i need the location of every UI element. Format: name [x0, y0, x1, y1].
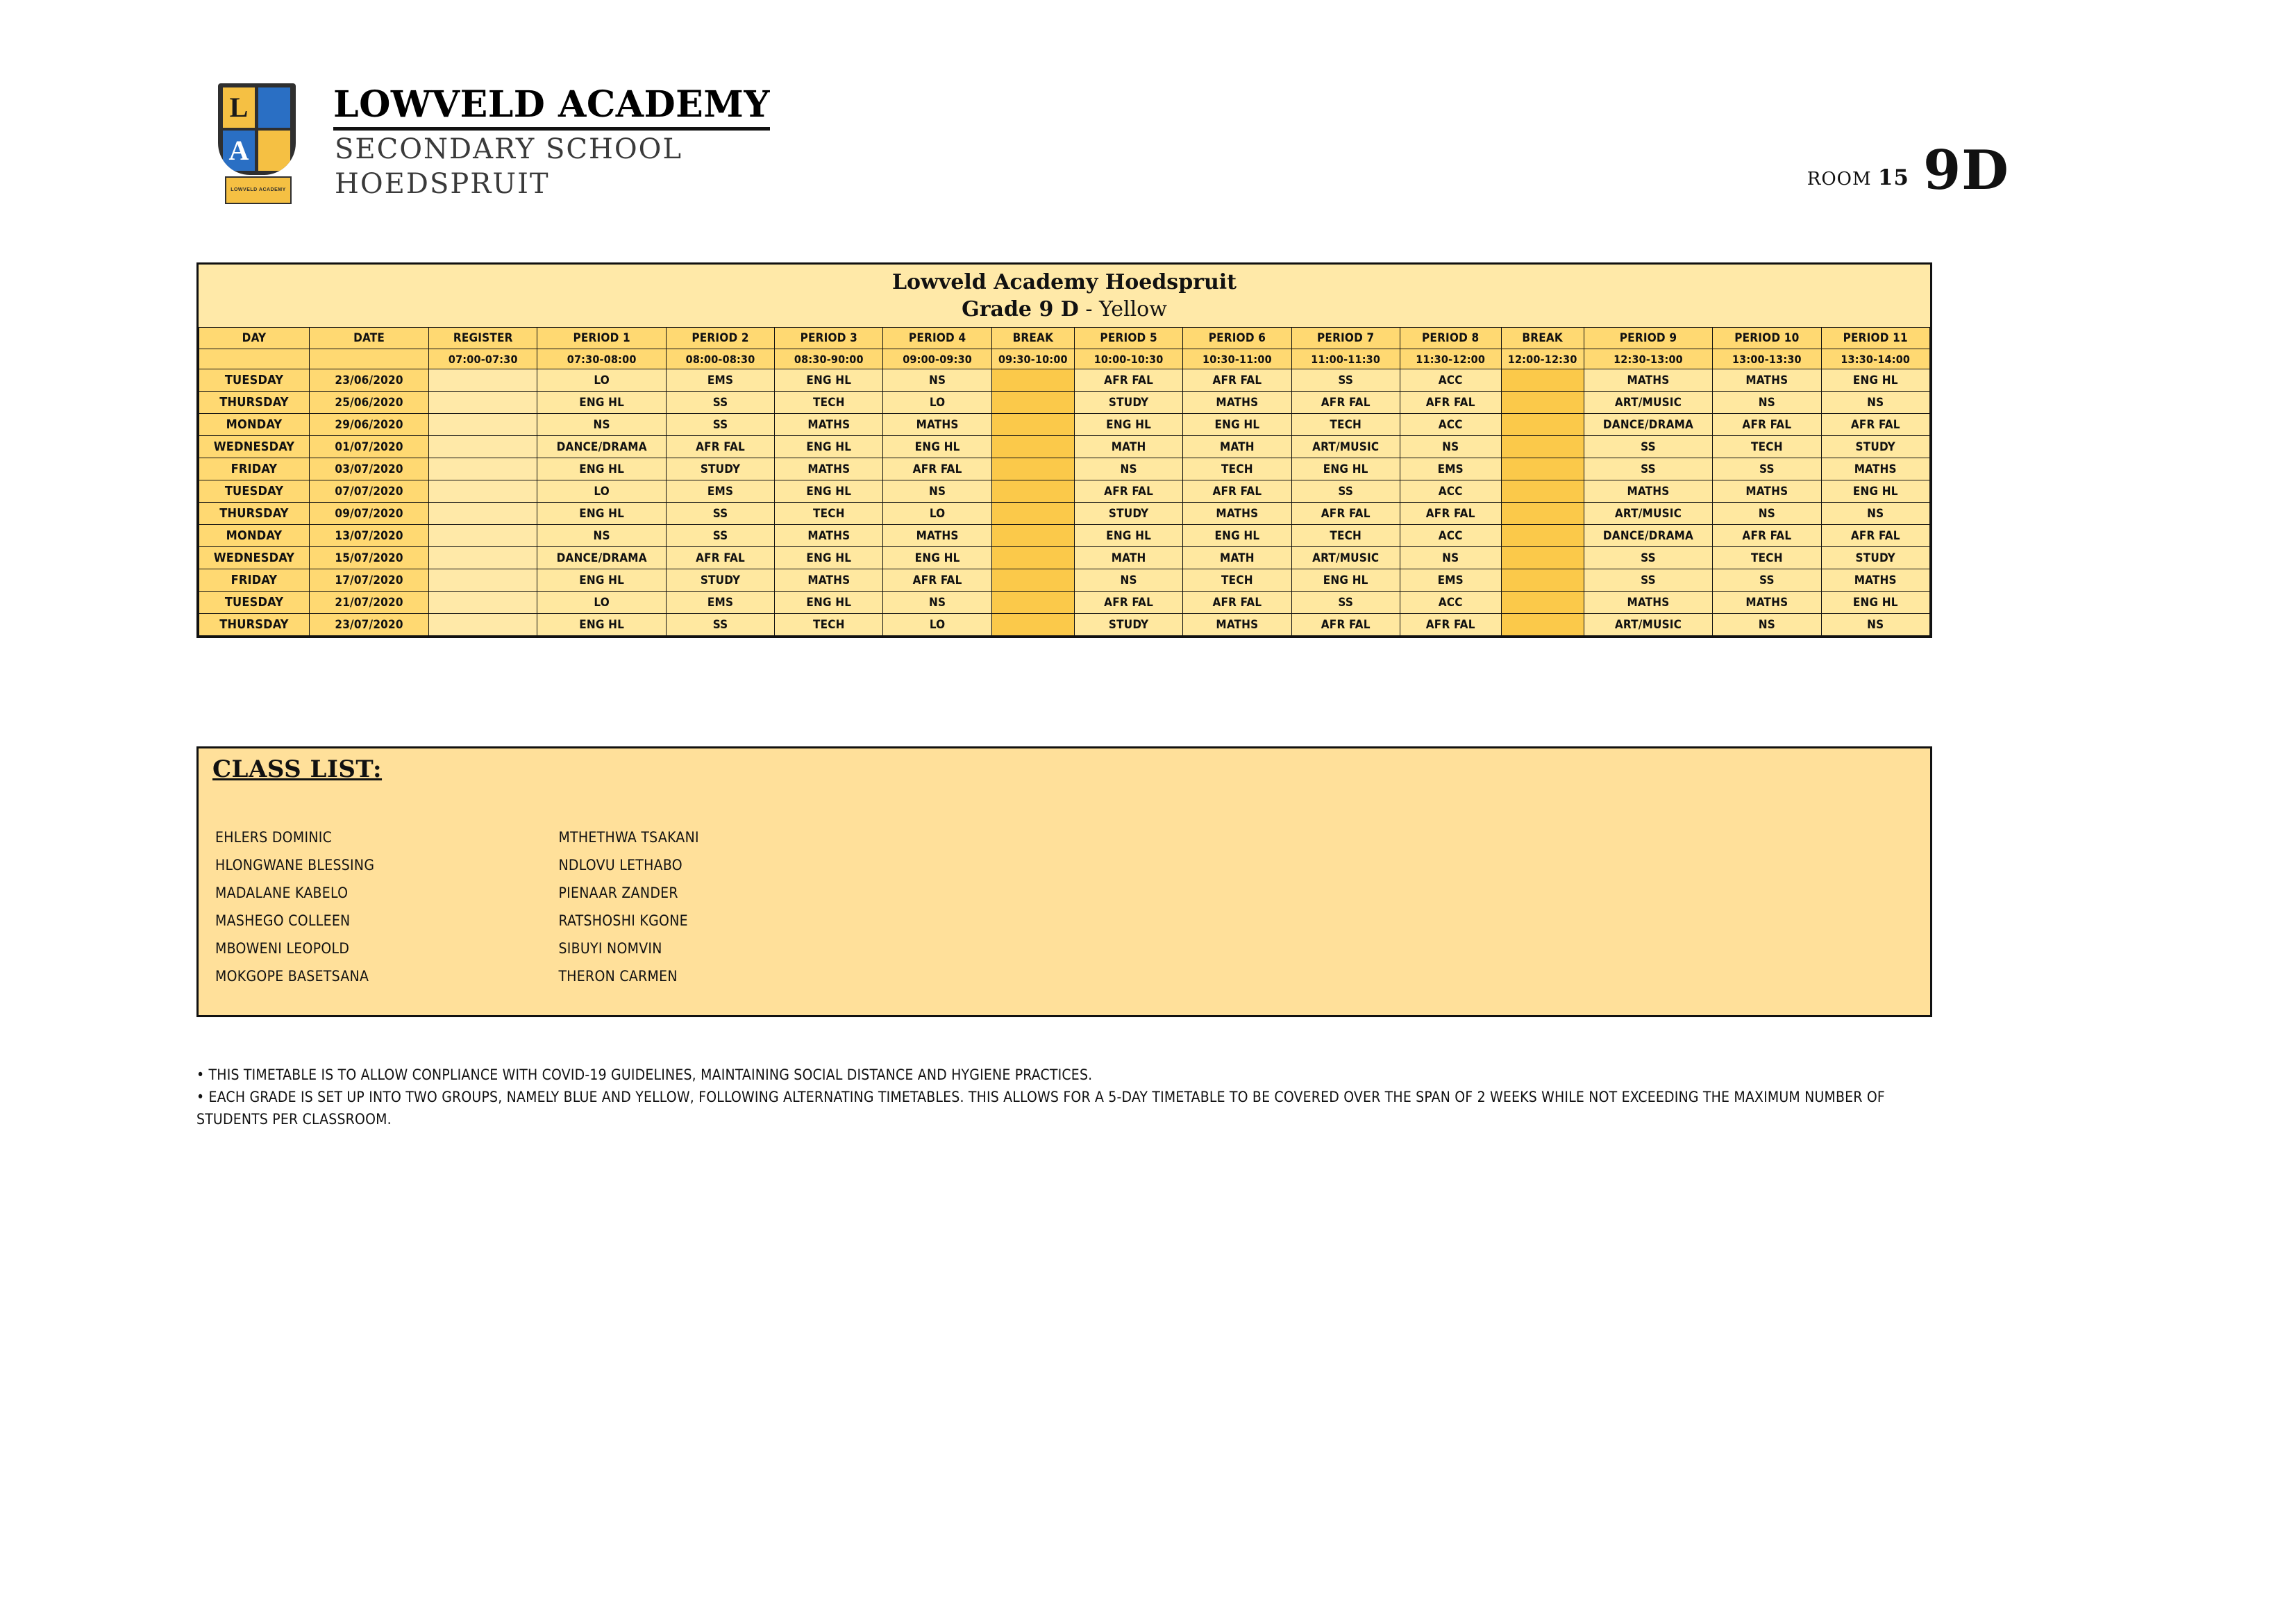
timetable-subject-cell: DANCE/DRAMA: [537, 547, 666, 569]
timetable-subject-cell: ENG HL: [775, 592, 883, 614]
timetable-title: Lowveld Academy Hoedspruit: [891, 270, 1237, 294]
timetable-subject-cell: AFR FAL: [1183, 480, 1291, 503]
timetable-col-time: 12:00-12:30: [1501, 349, 1584, 369]
table-row: [199, 369, 1930, 392]
timetable-date-cell: 23/06/2020: [309, 369, 428, 392]
timetable-subject-cell: NS: [1713, 614, 1821, 636]
timetable-subject-cell: MATHS: [1713, 369, 1821, 392]
timetable-subject-cell: ENG HL: [537, 392, 666, 414]
timetable-break-cell: [1501, 503, 1584, 525]
timetable-subject-cell: LO: [883, 392, 991, 414]
timetable-subject-cell: MATHS: [1821, 458, 1930, 480]
class-list-item: EHLERS DOMINIC: [215, 829, 333, 846]
timetable-subject-cell: ACC: [1400, 369, 1501, 392]
timetable-day-cell: FRIDAY: [199, 458, 310, 480]
timetable-register-cell: [429, 525, 537, 547]
timetable-col-time: 12:30-13:00: [1584, 349, 1712, 369]
timetable-subject-cell: MATHS: [1821, 569, 1930, 592]
timetable-date-cell: 15/07/2020: [309, 547, 428, 569]
timetable-subject-cell: STUDY: [666, 569, 774, 592]
table-row: [199, 503, 1930, 525]
timetable-subject-cell: NS: [1074, 569, 1182, 592]
timetable-register-cell: [429, 436, 537, 458]
timetable-col-time: 10:00-10:30: [1074, 349, 1182, 369]
timetable-col-time: 08:30-90:00: [775, 349, 883, 369]
timetable-subject-cell: MATH: [1183, 547, 1291, 569]
timetable-group: - Yellow: [1078, 297, 1167, 321]
timetable-subject-cell: LO: [883, 503, 991, 525]
class-list-item: THERON CARMEN: [558, 968, 678, 985]
timetable-day-cell: THURSDAY: [199, 503, 310, 525]
timetable-subject-cell: EMS: [1400, 458, 1501, 480]
class-list-item: MBOWENI LEOPOLD: [215, 940, 350, 957]
timetable-break-cell: [1501, 392, 1584, 414]
timetable-date-cell: 13/07/2020: [309, 525, 428, 547]
timetable-col-time: 11:00-11:30: [1291, 349, 1400, 369]
timetable-date-cell: 01/07/2020: [309, 436, 428, 458]
table-row: [199, 436, 1930, 458]
timetable-date-cell: 25/06/2020: [309, 392, 428, 414]
timetable-subject-cell: AFR FAL: [1183, 369, 1291, 392]
timetable-break-cell: [991, 369, 1074, 392]
timetable-subject-cell: AFR FAL: [1821, 525, 1930, 547]
timetable-date-cell: 07/07/2020: [309, 480, 428, 503]
timetable-subject-cell: NS: [1713, 503, 1821, 525]
timetable-subject-cell: NS: [883, 592, 991, 614]
timetable-subject-cell: ACC: [1400, 525, 1501, 547]
timetable-day-cell: TUESDAY: [199, 592, 310, 614]
timetable-break-cell: [991, 458, 1074, 480]
timetable-subject-cell: ENG HL: [1183, 525, 1291, 547]
class-list-item: HLONGWANE BLESSING: [215, 857, 375, 873]
timetable-subject-cell: NS: [1821, 503, 1930, 525]
timetable-subject-cell: NS: [883, 480, 991, 503]
timetable-subject-cell: AFR FAL: [1400, 614, 1501, 636]
room-label-text: ROOM: [1807, 169, 1872, 190]
timetable-day-cell: WEDNESDAY: [199, 547, 310, 569]
timetable-col-header: BREAK: [991, 328, 1074, 349]
timetable-break-cell: [1501, 614, 1584, 636]
timetable-break-cell: [991, 436, 1074, 458]
footnotes: [196, 1064, 1932, 1130]
timetable-subject-cell: NS: [537, 414, 666, 436]
timetable-subject-cell: ART/MUSIC: [1584, 392, 1712, 414]
timetable-break-cell: [991, 614, 1074, 636]
table-row: [199, 525, 1930, 547]
timetable-register-cell: [429, 503, 537, 525]
timetable-break-cell: [991, 480, 1074, 503]
timetable-date-cell: 17/07/2020: [309, 569, 428, 592]
logo-ribbon-label: LOWVELD ACADEMY: [231, 187, 286, 192]
timetable-col-header: PERIOD 7: [1291, 328, 1400, 349]
timetable-subject-cell: LO: [537, 592, 666, 614]
timetable-subject-cell: AFR FAL: [1074, 592, 1182, 614]
class-list-panel: [196, 746, 1932, 1017]
timetable-subject-cell: EMS: [1400, 569, 1501, 592]
timetable-subject-cell: SS: [666, 414, 774, 436]
timetable-break-cell: [1501, 436, 1584, 458]
class-list-column-1: [215, 823, 555, 990]
table-row: [199, 547, 1930, 569]
footnote-2: • EACH GRADE IS SET UP INTO TWO GROUPS, NAMELY BLUE AND YELLOW, FOLLOWING ALTERNATING TIMETABLES. THIS ALLOWS FOR A 5-DAY TIMETABLE TO BE COVERED OVER THE SPAN OF 2 WEEKS WHILE NOT EXCEEDING THE MAXIMUM NUMBER OF STUDENTS PER CLASSROOM.: [196, 1089, 1885, 1128]
timetable-break-cell: [1501, 592, 1584, 614]
timetable-subject-cell: ENG HL: [1821, 592, 1930, 614]
timetable-subject-cell: ENG HL: [775, 480, 883, 503]
table-row: [199, 614, 1930, 636]
timetable-subject-cell: MATHS: [775, 414, 883, 436]
school-logo: [208, 83, 305, 205]
timetable-subject-cell: EMS: [666, 369, 774, 392]
timetable-day-cell: TUESDAY: [199, 369, 310, 392]
timetable-subject-cell: NS: [1821, 392, 1930, 414]
timetable-subject-cell: MATHS: [1584, 592, 1712, 614]
timetable-subject-cell: SS: [1713, 458, 1821, 480]
class-list-item: PIENAAR ZANDER: [558, 885, 678, 901]
timetable-subject-cell: STUDY: [1821, 547, 1930, 569]
timetable-grade: Grade 9 D: [962, 297, 1079, 321]
timetable-subject-cell: LO: [883, 614, 991, 636]
timetable-subject-cell: TECH: [1291, 414, 1400, 436]
timetable-col-header: REGISTER: [429, 328, 537, 349]
timetable-subject-cell: ART/MUSIC: [1584, 614, 1712, 636]
timetable-subject-cell: LO: [537, 369, 666, 392]
timetable-date-cell: 09/07/2020: [309, 503, 428, 525]
timetable-subject-cell: TECH: [775, 503, 883, 525]
timetable-subject-cell: SS: [1291, 369, 1400, 392]
timetable-col-header: PERIOD 3: [775, 328, 883, 349]
timetable-date-cell: 23/07/2020: [309, 614, 428, 636]
timetable-subject-cell: ENG HL: [1291, 458, 1400, 480]
table-row: [199, 592, 1930, 614]
timetable-subject-cell: MATHS: [1183, 392, 1291, 414]
room-label: [1701, 165, 1909, 190]
timetable-col-time: [309, 349, 428, 369]
timetable-subject-cell: SS: [666, 525, 774, 547]
timetable-subject-cell: STUDY: [1074, 614, 1182, 636]
timetable-subject-cell: ENG HL: [883, 436, 991, 458]
timetable-subject-cell: SS: [666, 392, 774, 414]
timetable-col-time: 09:00-09:30: [883, 349, 991, 369]
class-list-item: MASHEGO COLLEEN: [215, 912, 351, 929]
logo-letter-a: A: [223, 131, 255, 171]
timetable-day-cell: MONDAY: [199, 525, 310, 547]
timetable-subject-cell: MATHS: [883, 525, 991, 547]
timetable-subject-cell: AFR FAL: [1074, 369, 1182, 392]
timetable-col-header: DATE: [309, 328, 428, 349]
timetable-subject-cell: SS: [666, 503, 774, 525]
timetable-subject-cell: AFR FAL: [1400, 392, 1501, 414]
timetable-break-cell: [1501, 480, 1584, 503]
timetable-subject-cell: AFR FAL: [1713, 414, 1821, 436]
timetable-subject-cell: AFR FAL: [1291, 392, 1400, 414]
timetable-subject-cell: MATH: [1183, 436, 1291, 458]
class-list-item: MADALANE KABELO: [215, 885, 349, 901]
timetable-register-cell: [429, 392, 537, 414]
timetable-subject-cell: AFR FAL: [666, 547, 774, 569]
timetable-break-cell: [991, 592, 1074, 614]
timetable-subject-cell: SS: [1291, 480, 1400, 503]
timetable-subject-cell: ACC: [1400, 592, 1501, 614]
timetable-break-cell: [991, 525, 1074, 547]
class-list-item: MTHETHWA TSAKANI: [558, 829, 699, 846]
class-list-title: CLASS LIST:: [212, 755, 383, 783]
timetable-break-cell: [1501, 414, 1584, 436]
footnote-1: • THIS TIMETABLE IS TO ALLOW CONPLIANCE WITH COVID-19 GUIDELINES, MAINTAINING SOCIAL DISTANCE AND HYGIENE PRACTICES.: [196, 1066, 1093, 1083]
table-row: [199, 414, 1930, 436]
timetable-subject-cell: SS: [1291, 592, 1400, 614]
timetable-col-header: PERIOD 8: [1400, 328, 1501, 349]
timetable-col-header: PERIOD 5: [1074, 328, 1182, 349]
table-row: [199, 458, 1930, 480]
timetable-subject-cell: AFR FAL: [883, 458, 991, 480]
timetable-register-cell: [429, 569, 537, 592]
timetable-register-cell: [429, 547, 537, 569]
school-subtitle-2: HOEDSPRUIT: [335, 168, 550, 200]
timetable-subject-cell: STUDY: [1074, 503, 1182, 525]
timetable-subject-cell: DANCE/DRAMA: [537, 436, 666, 458]
timetable-subject-cell: MATHS: [775, 525, 883, 547]
timetable-register-cell: [429, 614, 537, 636]
timetable-subject-cell: STUDY: [1074, 392, 1182, 414]
timetable-subject-cell: MATHS: [1713, 592, 1821, 614]
timetable-subject-cell: AFR FAL: [1821, 414, 1930, 436]
timetable-col-time: 10:30-11:00: [1183, 349, 1291, 369]
timetable-subject-cell: ENG HL: [1821, 369, 1930, 392]
timetable-subject-cell: ENG HL: [775, 369, 883, 392]
timetable-subject-cell: ENG HL: [883, 547, 991, 569]
timetable-subject-cell: EMS: [666, 592, 774, 614]
timetable-subject-cell: TECH: [775, 614, 883, 636]
timetable-subtitle: [199, 294, 1930, 327]
timetable-subject-cell: MATHS: [1183, 614, 1291, 636]
timetable-subject-cell: ENG HL: [537, 458, 666, 480]
timetable-subject-cell: TECH: [775, 392, 883, 414]
timetable-subject-cell: ENG HL: [775, 547, 883, 569]
timetable-subject-cell: AFR FAL: [1713, 525, 1821, 547]
timetable-register-cell: [429, 414, 537, 436]
timetable-col-header: DAY: [199, 328, 310, 349]
timetable-register-cell: [429, 458, 537, 480]
timetable-break-cell: [991, 392, 1074, 414]
timetable-date-cell: 21/07/2020: [309, 592, 428, 614]
timetable-subject-cell: TECH: [1713, 436, 1821, 458]
timetable-subject-cell: AFR FAL: [1291, 614, 1400, 636]
table-row: [199, 569, 1930, 592]
timetable-col-time: 09:30-10:00: [991, 349, 1074, 369]
timetable-subject-cell: MATHS: [1584, 480, 1712, 503]
timetable-subject-cell: ART/MUSIC: [1291, 436, 1400, 458]
timetable-col-time: [199, 349, 310, 369]
timetable-subject-cell: SS: [1584, 458, 1712, 480]
timetable-subject-cell: NS: [537, 525, 666, 547]
timetable-subject-cell: AFR FAL: [666, 436, 774, 458]
timetable-register-cell: [429, 592, 537, 614]
timetable-col-header: PERIOD 6: [1183, 328, 1291, 349]
timetable-subject-cell: ENG HL: [1074, 525, 1182, 547]
timetable-subject-cell: ART/MUSIC: [1291, 547, 1400, 569]
timetable-break-cell: [1501, 547, 1584, 569]
timetable-break-cell: [991, 569, 1074, 592]
class-list-columns: [215, 823, 1187, 990]
timetable-subject-cell: DANCE/DRAMA: [1584, 525, 1712, 547]
timetable-table: [199, 327, 1930, 636]
class-list-item: RATSHOSHI KGONE: [558, 912, 688, 929]
timetable-subject-cell: AFR FAL: [883, 569, 991, 592]
class-list-item: SIBUYI NOMVIN: [558, 940, 662, 957]
timetable-col-header: PERIOD 9: [1584, 328, 1712, 349]
timetable-subject-cell: ACC: [1400, 414, 1501, 436]
timetable-subject-cell: EMS: [666, 480, 774, 503]
timetable-time-row: [199, 349, 1930, 369]
logo-shield-icon: [218, 83, 296, 175]
timetable-subject-cell: TECH: [1183, 569, 1291, 592]
timetable-break-cell: [1501, 369, 1584, 392]
timetable-date-cell: 03/07/2020: [309, 458, 428, 480]
table-row: [199, 480, 1930, 503]
timetable-date-cell: 29/06/2020: [309, 414, 428, 436]
timetable-subject-cell: STUDY: [666, 458, 774, 480]
timetable-subject-cell: ENG HL: [537, 569, 666, 592]
grade-badge: 9D: [1923, 139, 2009, 202]
timetable-subject-cell: ENG HL: [1074, 414, 1182, 436]
logo-ribbon: [225, 176, 292, 204]
logo-quadrant-blue-top: [258, 87, 290, 128]
timetable-subject-cell: ENG HL: [775, 436, 883, 458]
timetable-subject-cell: ACC: [1400, 480, 1501, 503]
timetable-subject-cell: MATHS: [775, 569, 883, 592]
timetable-day-cell: THURSDAY: [199, 614, 310, 636]
timetable-subject-cell: MATHS: [1713, 480, 1821, 503]
timetable-subject-cell: NS: [1821, 614, 1930, 636]
timetable-register-cell: [429, 369, 537, 392]
timetable-col-header: PERIOD 2: [666, 328, 774, 349]
school-name: LOWVELD ACADEMY: [333, 83, 770, 131]
timetable-subject-cell: NS: [1713, 392, 1821, 414]
class-list-item: MOKGOPE BASETSANA: [215, 968, 369, 985]
timetable-subject-cell: SS: [666, 614, 774, 636]
timetable-subject-cell: ENG HL: [537, 614, 666, 636]
timetable-break-cell: [991, 414, 1074, 436]
class-list-item: NDLOVU LETHABO: [558, 857, 682, 873]
timetable-col-time: 11:30-12:00: [1400, 349, 1501, 369]
logo-letter-l: L: [223, 87, 255, 128]
timetable-register-cell: [429, 480, 537, 503]
timetable-day-cell: WEDNESDAY: [199, 436, 310, 458]
timetable-col-header: BREAK: [1501, 328, 1584, 349]
timetable-subject-cell: SS: [1584, 569, 1712, 592]
document-header: [208, 83, 2083, 222]
room-number: 15: [1877, 165, 1909, 190]
timetable-subject-cell: SS: [1584, 436, 1712, 458]
timetable-subject-cell: AFR FAL: [1074, 480, 1182, 503]
timetable-subject-cell: AFR FAL: [1183, 592, 1291, 614]
timetable-break-cell: [1501, 525, 1584, 547]
timetable-col-header: PERIOD 10: [1713, 328, 1821, 349]
timetable-col-time: 13:30-14:00: [1821, 349, 1930, 369]
timetable-subject-cell: ENG HL: [1821, 480, 1930, 503]
timetable-subject-cell: MATH: [1074, 436, 1182, 458]
timetable-header-row: [199, 328, 1930, 349]
timetable-subject-cell: MATHS: [1183, 503, 1291, 525]
timetable-subject-cell: MATH: [1074, 547, 1182, 569]
timetable-subject-cell: LO: [537, 480, 666, 503]
timetable-day-cell: MONDAY: [199, 414, 310, 436]
timetable-col-header: PERIOD 1: [537, 328, 666, 349]
timetable-col-time: 13:00-13:30: [1713, 349, 1821, 369]
timetable-col-time: 07:00-07:30: [429, 349, 537, 369]
timetable-subject-cell: NS: [1400, 547, 1501, 569]
timetable-break-cell: [1501, 458, 1584, 480]
timetable-col-header: PERIOD 11: [1821, 328, 1930, 349]
timetable-subject-cell: MATHS: [883, 414, 991, 436]
timetable-subject-cell: AFR FAL: [1400, 503, 1501, 525]
timetable-break-cell: [991, 547, 1074, 569]
timetable-subject-cell: ENG HL: [1291, 569, 1400, 592]
timetable-subject-cell: NS: [1074, 458, 1182, 480]
timetable-subject-cell: SS: [1713, 569, 1821, 592]
school-subtitle-1: SECONDARY SCHOOL: [335, 133, 683, 165]
timetable-subject-cell: NS: [1400, 436, 1501, 458]
timetable-subject-cell: ART/MUSIC: [1584, 503, 1712, 525]
timetable-day-cell: THURSDAY: [199, 392, 310, 414]
timetable-break-cell: [991, 503, 1074, 525]
timetable-subject-cell: NS: [883, 369, 991, 392]
timetable-subject-cell: MATHS: [1584, 369, 1712, 392]
timetable-col-header: PERIOD 4: [883, 328, 991, 349]
timetable-break-cell: [1501, 569, 1584, 592]
timetable-subject-cell: TECH: [1291, 525, 1400, 547]
timetable-subject-cell: TECH: [1183, 458, 1291, 480]
timetable-subject-cell: ENG HL: [1183, 414, 1291, 436]
timetable-subject-cell: AFR FAL: [1291, 503, 1400, 525]
logo-quadrant-yellow-bottom: [258, 131, 290, 171]
timetable-subject-cell: MATHS: [775, 458, 883, 480]
timetable-subject-cell: STUDY: [1821, 436, 1930, 458]
timetable-day-cell: FRIDAY: [199, 569, 310, 592]
table-row: [199, 392, 1930, 414]
timetable-col-time: 07:30-08:00: [537, 349, 666, 369]
class-list-column-2: [558, 823, 975, 990]
timetable-subject-cell: ENG HL: [537, 503, 666, 525]
timetable-subject-cell: TECH: [1713, 547, 1821, 569]
timetable-subject-cell: DANCE/DRAMA: [1584, 414, 1712, 436]
timetable-panel: [196, 262, 1932, 638]
timetable-day-cell: TUESDAY: [199, 480, 310, 503]
timetable-subject-cell: SS: [1584, 547, 1712, 569]
timetable-col-time: 08:00-08:30: [666, 349, 774, 369]
